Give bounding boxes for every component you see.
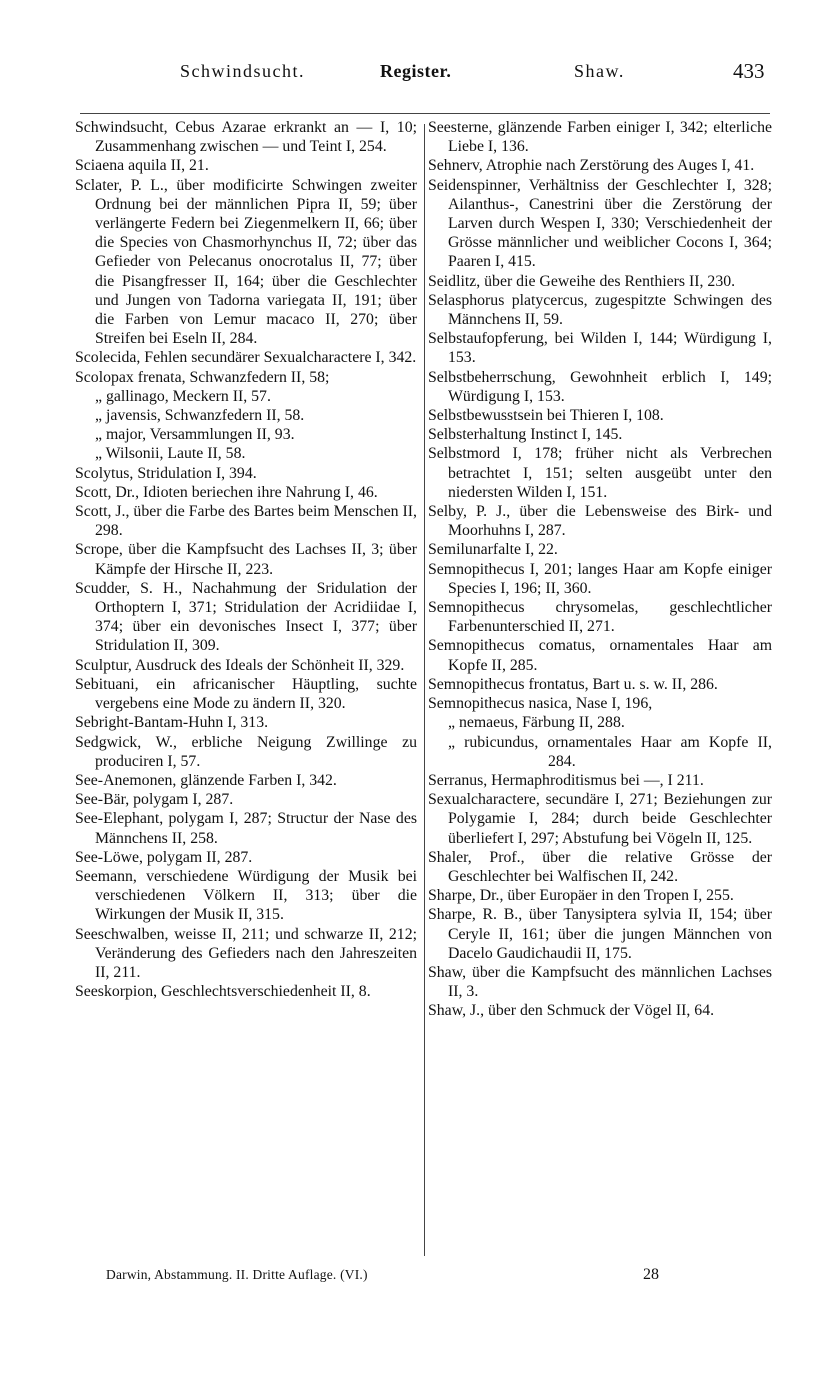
index-subentry: „ rubicundus, ornamentales Haar am Kopfe II, 284. bbox=[448, 733, 772, 770]
index-subentry: „ nemaeus, Färbung II, 288. bbox=[448, 714, 625, 732]
index-subentry: „ Wilsonii, Laute II, 58. bbox=[95, 445, 246, 463]
footer-imprint: Darwin, Abstammung. II. Dritte Auflage. (VI.) bbox=[106, 1267, 368, 1282]
index-entry: Selasphorus platycercus, zugespitzte Schwingen des Männchens II, 59. bbox=[428, 291, 772, 329]
index-entry: Semnopithecus I, 201; langes Haar am Kopfe einiger Species I, 196; II, 360. bbox=[428, 560, 772, 597]
index-entry: Shaw, über die Kampfsucht des männlichen Lachses II, 3. bbox=[428, 963, 772, 1001]
index-entry: Sciaena aquila II, 21. bbox=[75, 157, 209, 175]
index-entry: Selbstaufopferung, bei Wilden I, 144; Würdigung I, 153. bbox=[428, 330, 772, 367]
index-entry: Selby, P. J., über die Lebensweise des Birk- und Moorhuhns I, 287. bbox=[428, 503, 772, 540]
index-entry: See-Löwe, polygam II, 287. bbox=[75, 848, 253, 866]
index-entry: Scolytus, Stridulation I, 394. bbox=[75, 464, 257, 482]
header-rule bbox=[80, 113, 770, 114]
index-subentry: „ javensis, Schwanzfedern II, 58. bbox=[95, 407, 305, 425]
index-entry: Scudder, S. H., Nachahmung der Sridulation der Orthoptern I, 371; Stridulation der Acridiidae I, 374; über ein devonisches Insect I, 377; über Stridulation II, 309. bbox=[75, 579, 417, 655]
index-entry: Scolopax frenata, Schwanzfedern II, 58; bbox=[75, 368, 330, 386]
index-subentry: „ major, Versammlungen II, 93. bbox=[95, 426, 295, 444]
index-entry: Sehnerv, Atrophie nach Zerstörung des Auges I, 41. bbox=[428, 157, 755, 175]
index-entry: Serranus, Hermaphroditismus bei —, I 211. bbox=[428, 771, 704, 789]
index-entry: Sedgwick, W., erbliche Neigung Zwillinge zu produciren I, 57. bbox=[75, 733, 417, 770]
index-entry: Scott, J., über die Farbe des Bartes beim Menschen II, 298. bbox=[75, 503, 417, 540]
index-entry: Sharpe, Dr., über Europäer in den Tropen I, 255. bbox=[428, 887, 734, 905]
index-entry: Semnopithecus frontatus, Bart u. s. w. II, 286. bbox=[428, 675, 718, 693]
index-entry: Sebituani, ein africanischer Häuptling, suchte vergebens eine Mode zu ändern II, 320. bbox=[75, 675, 417, 713]
index-entry: See-Bär, polygam I, 287. bbox=[75, 791, 234, 809]
index-entry: Semnopithecus nasica, Nase I, 196, bbox=[428, 695, 653, 713]
index-entry: Sexualcharactere, secundäre I, 271; Beziehungen zur Polygamie I, 284; durch beide Geschlechter überliefert I, 297; Abstufung bei Vögeln II, 125. bbox=[428, 791, 772, 847]
signature-mark: 28 bbox=[643, 1266, 659, 1283]
index-entry: Selbstbewusstsein bei Thieren I, 108. bbox=[428, 407, 664, 425]
index-entry: Seeskorpion, Geschlechtsverschiedenheit II, 8. bbox=[75, 983, 371, 1001]
index-entry: Seesterne, glänzende Farben einiger I, 342; elterliche Liebe I, 136. bbox=[428, 119, 772, 156]
index-entry: Scott, Dr., Idioten beriechen ihre Nahrung I, 46. bbox=[75, 483, 378, 501]
index-entry: See-Anemonen, glänzende Farben I, 342. bbox=[75, 771, 337, 789]
index-entry: See-Elephant, polygam I, 287; Structur der Nase des Männchens II, 258. bbox=[75, 810, 417, 847]
index-entry: Sebright-Bantam-Huhn I, 313. bbox=[75, 714, 269, 732]
index-entry: Sculptur, Ausdruck des Ideals der Schönheit II, 329. bbox=[75, 656, 405, 674]
index-entry: Seemann, verschiedene Würdigung der Musik bei verschiedenen Völkern II, 313; über die Wirkungen der Musik II, 315. bbox=[75, 867, 417, 924]
index-entry: Selbstbeherrschung, Gewohnheit erblich I, 149; Würdigung I, 153. bbox=[428, 368, 772, 405]
index-subentry: „ gallinago, Meckern II, 57. bbox=[95, 387, 271, 405]
header-left-keyword: Schwindsucht. bbox=[180, 61, 305, 81]
index-entry: Shaler, Prof., über die relative Grösse der Geschlechter bei Walfischen II, 242. bbox=[428, 848, 772, 885]
index-column-right bbox=[428, 118, 772, 1021]
index-entry: Semilunarfalte I, 22. bbox=[428, 541, 558, 559]
index-entry: Seidlitz, über die Geweihe des Renthiers II, 230. bbox=[428, 272, 736, 290]
header-title: Register. bbox=[380, 61, 452, 81]
index-entry: Schwindsucht, Cebus Azarae erkrankt an — I, 10; Zusammenhang zwischen — und Teint I, 254. bbox=[75, 119, 417, 156]
index-entry: Semnopithecus chrysomelas, geschlechtlicher Farbenunterschied II, 271. bbox=[428, 599, 772, 636]
index-entry: Seidenspinner, Verhältniss der Geschlechter I, 328; Ailanthus-, Canestrini über die Zerstörung der Larven durch Wespen I, 330; Verschiedenheit der Grösse männlicher und weiblicher Cocons I, 364; Paaren I, 415. bbox=[428, 176, 772, 271]
index-column-left bbox=[75, 118, 417, 1001]
index-entry: Semnopithecus comatus, ornamentales Haar am Kopfe II, 285. bbox=[428, 637, 772, 674]
index-entry: Shaw, J., über den Schmuck der Vögel II, 64. bbox=[428, 1002, 715, 1020]
index-entry: Seeschwalben, weisse II, 211; und schwarze II, 212; Veränderung des Gefieders nach den Jahreszeiten II, 211. bbox=[75, 925, 417, 981]
page-number: 433 bbox=[733, 59, 765, 83]
column-divider bbox=[424, 124, 425, 1256]
index-entry: Scrope, über die Kampfsucht des Lachses II, 3; über Kämpfe der Hirsche II, 223. bbox=[75, 541, 417, 578]
index-entry: Selbstmord I, 178; früher nicht als Verbrechen betrachtet I, 151; selten ausgeübt unter den niedersten Wilden I, 151. bbox=[428, 445, 772, 501]
header-right-keyword: Shaw. bbox=[574, 61, 625, 81]
index-entry: Sharpe, R. B., über Tanysiptera sylvia II, 154; über Ceryle II, 161; über die jungen Männchen von Dacelo Gaudichaudii II, 175. bbox=[428, 906, 772, 962]
index-entry: Sclater, P. L., über modificirte Schwingen zweiter Ordnung bei der männlichen Pipra II, 59; über verlängerte Federn bei Ziegenmelkern II, 66; über die Species von Chasmorhynchus II, 72; über das Gefieder von Pelecanus onocrotalus II, 77; über die Pisangfresser II, 164; über die Geschlechter und Jungen von Tadorna variegata II, 191; über die Farben von Lemur macaco II, 270; über Streifen bei Eseln II, 284. bbox=[75, 176, 417, 348]
index-entry: Selbsterhaltung Instinct I, 145. bbox=[428, 426, 623, 444]
index-entry: Scolecida, Fehlen secundärer Sexualcharactere I, 342. bbox=[75, 349, 417, 367]
